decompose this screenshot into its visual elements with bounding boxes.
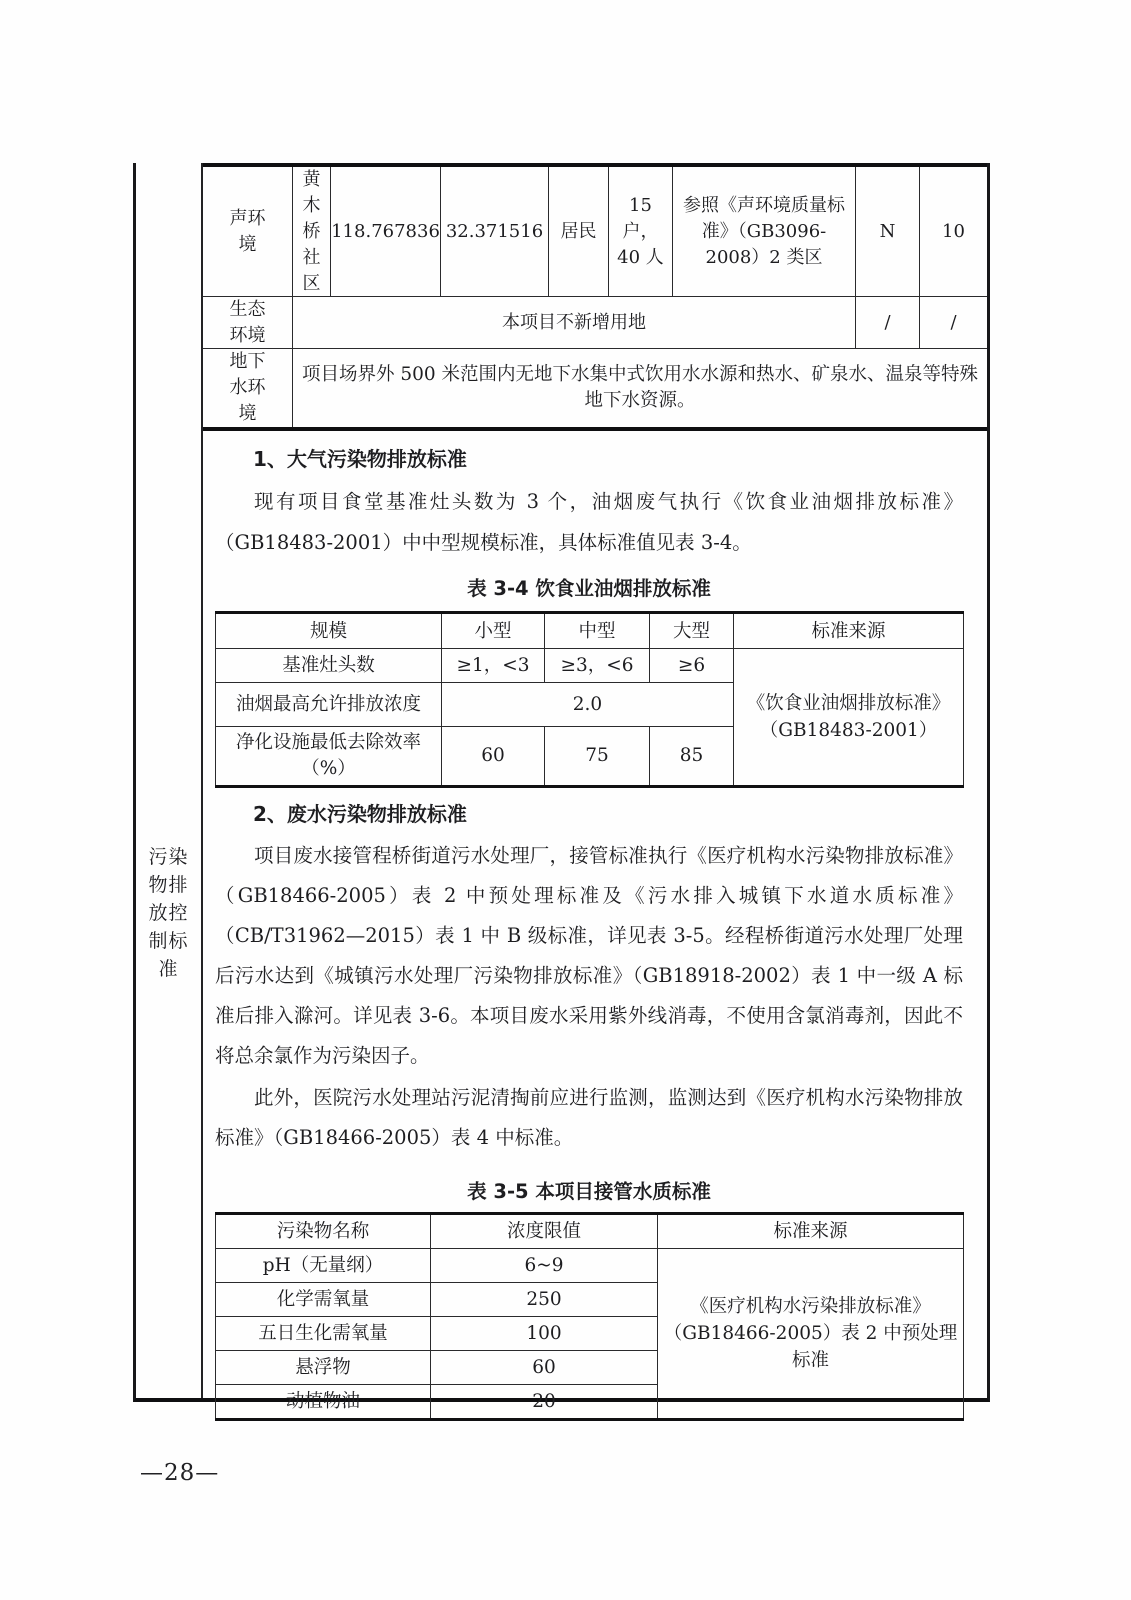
table-row (216, 1214, 964, 1249)
t35-row-ss-name: 悬浮物 (216, 1351, 431, 1385)
table-row (216, 1249, 964, 1283)
t34-concentration-value: 2.0 (442, 683, 734, 727)
t35-row-cod-limit: 250 (431, 1283, 658, 1317)
table-3-4 (215, 611, 964, 788)
t35-row-ss-limit: 60 (431, 1351, 658, 1385)
ecology-slash1-cell: / (856, 297, 920, 349)
noise-flag-cell: N (856, 167, 920, 297)
t35-header-limit: 浓度限值 (431, 1214, 658, 1249)
t35-source-cell: 《医疗机构水污染排放标准》（GB18466-2005）表 2 中预处理标准 (658, 1249, 964, 1420)
noise-site-text: 黄木桥社区 (302, 168, 321, 294)
groundwater-category-text: 地下水环境 (229, 351, 266, 424)
t34-concentration-label: 油烟最高允许排放浓度 (216, 683, 442, 727)
noise-longitude-cell: 118.767836 (331, 167, 441, 297)
row-label-column (136, 163, 203, 1398)
table-body (203, 163, 987, 1412)
t34-efficiency-label: 净化设施最低去除效率（%） (216, 727, 442, 787)
groundwater-category-cell (203, 349, 293, 427)
t35-row-ph-name: pH（无量纲） (216, 1249, 431, 1283)
t34-efficiency-medium: 75 (545, 727, 650, 787)
noise-site-cell (293, 167, 331, 297)
row-label-text: 污染物排放控制标准 (148, 846, 189, 980)
t34-header-medium: 中型 (545, 613, 650, 649)
t34-stove-large: ≥6 (650, 649, 734, 683)
t35-row-oil-name: 动植物油 (216, 1385, 431, 1420)
ecology-category-text: 生态环境 (229, 298, 266, 346)
air-standards-heading: 1、大气污染物排放标准 (253, 447, 467, 471)
t34-stove-medium: ≥3，<6 (545, 649, 650, 683)
t35-row-bod-name: 五日生化需氧量 (216, 1317, 431, 1351)
table-3-4-title: 表 3-4 饮食业油烟排放标准 (467, 577, 711, 600)
air-standards-paragraph: 现有项目食堂基准灶头数为 3 个，油烟废气执行《饮食业油烟排放标准》（GB18483-2001）中中型规模标准，具体标准值见表 3-4。 (215, 490, 963, 554)
t35-row-oil-limit: 20 (431, 1385, 658, 1420)
wastewater-standards-heading: 2、废水污染物排放标准 (253, 802, 467, 826)
t34-header-large: 大型 (650, 613, 734, 649)
environment-status-grid (203, 167, 987, 427)
t34-stove-label: 基准灶头数 (216, 649, 442, 683)
t35-row-cod-name: 化学需氧量 (216, 1283, 431, 1317)
t34-source-cell: 《饮食业油烟排放标准》（GB18483-2001） (734, 649, 964, 787)
pollution-control-content (203, 431, 987, 1421)
noise-value-cell: 10 (920, 167, 987, 297)
t34-header-source: 标准来源 (734, 613, 964, 649)
table-row (216, 613, 964, 649)
table-3-5 (215, 1212, 964, 1421)
ecology-category-cell (203, 297, 293, 349)
t34-efficiency-large: 85 (650, 727, 734, 787)
noise-target-type-cell: 居民 (549, 167, 609, 297)
wastewater-paragraph-1: 项目废水接管程桥街道污水处理厂，接管标准执行《医疗机构水污染物排放标准》（GB18466-2005）表 2 中预处理标准及《污水排入城镇下水道水质标准》（CB/T31962—2015）表 1 中 B 级标准，详见表 3-5。经程桥街道污水处理厂处理后污水达到《城镇污水处理厂污染物排放标准》（GB18918-2002）表 1 中一级 A 标准后排入滁河。详见表 3-6。本项目废水采用紫外线消毒，不使用含氯消毒剂，因此不将总余氯作为污染因子。 (215, 844, 963, 1067)
noise-category-text: 声环境 (229, 207, 266, 255)
t35-row-bod-limit: 100 (431, 1317, 658, 1351)
t35-header-source: 标准来源 (658, 1214, 964, 1249)
t34-stove-small: ≥1，<3 (442, 649, 545, 683)
table-3-5-title: 表 3-5 本项目接管水质标准 (467, 1180, 711, 1203)
ecology-content-cell: 本项目不新增用地 (293, 297, 856, 349)
pollution-control-row-label (136, 843, 201, 983)
table-row (216, 649, 964, 683)
groundwater-content-cell: 项目场界外 500 米范围内无地下水集中式饮用水水源和热水、矿泉水、温泉等特殊地下水资源。 (301, 364, 979, 411)
t34-header-scale: 规模 (216, 613, 442, 649)
page-number: —28— (140, 1460, 220, 1486)
t34-efficiency-small: 60 (442, 727, 545, 787)
noise-latitude-cell: 32.371516 (441, 167, 549, 297)
t35-row-ph-limit: 6~9 (431, 1249, 658, 1283)
noise-category-cell (203, 167, 293, 297)
ecology-slash2-cell: / (920, 297, 987, 349)
noise-scale-cell: 15 户，40 人 (609, 167, 673, 297)
wastewater-paragraph-2: 此外，医院污水处理站污泥清掏前应进行监测，监测达到《医疗机构水污染物排放标准》（GB18466-2005）表 4 中标准。 (215, 1086, 963, 1149)
report-table (133, 163, 990, 1412)
t34-header-small: 小型 (442, 613, 545, 649)
t35-header-name: 污染物名称 (216, 1214, 431, 1249)
noise-standard-cell: 参照《声环境质量标准》（GB3096-2008）2 类区 (673, 167, 856, 297)
